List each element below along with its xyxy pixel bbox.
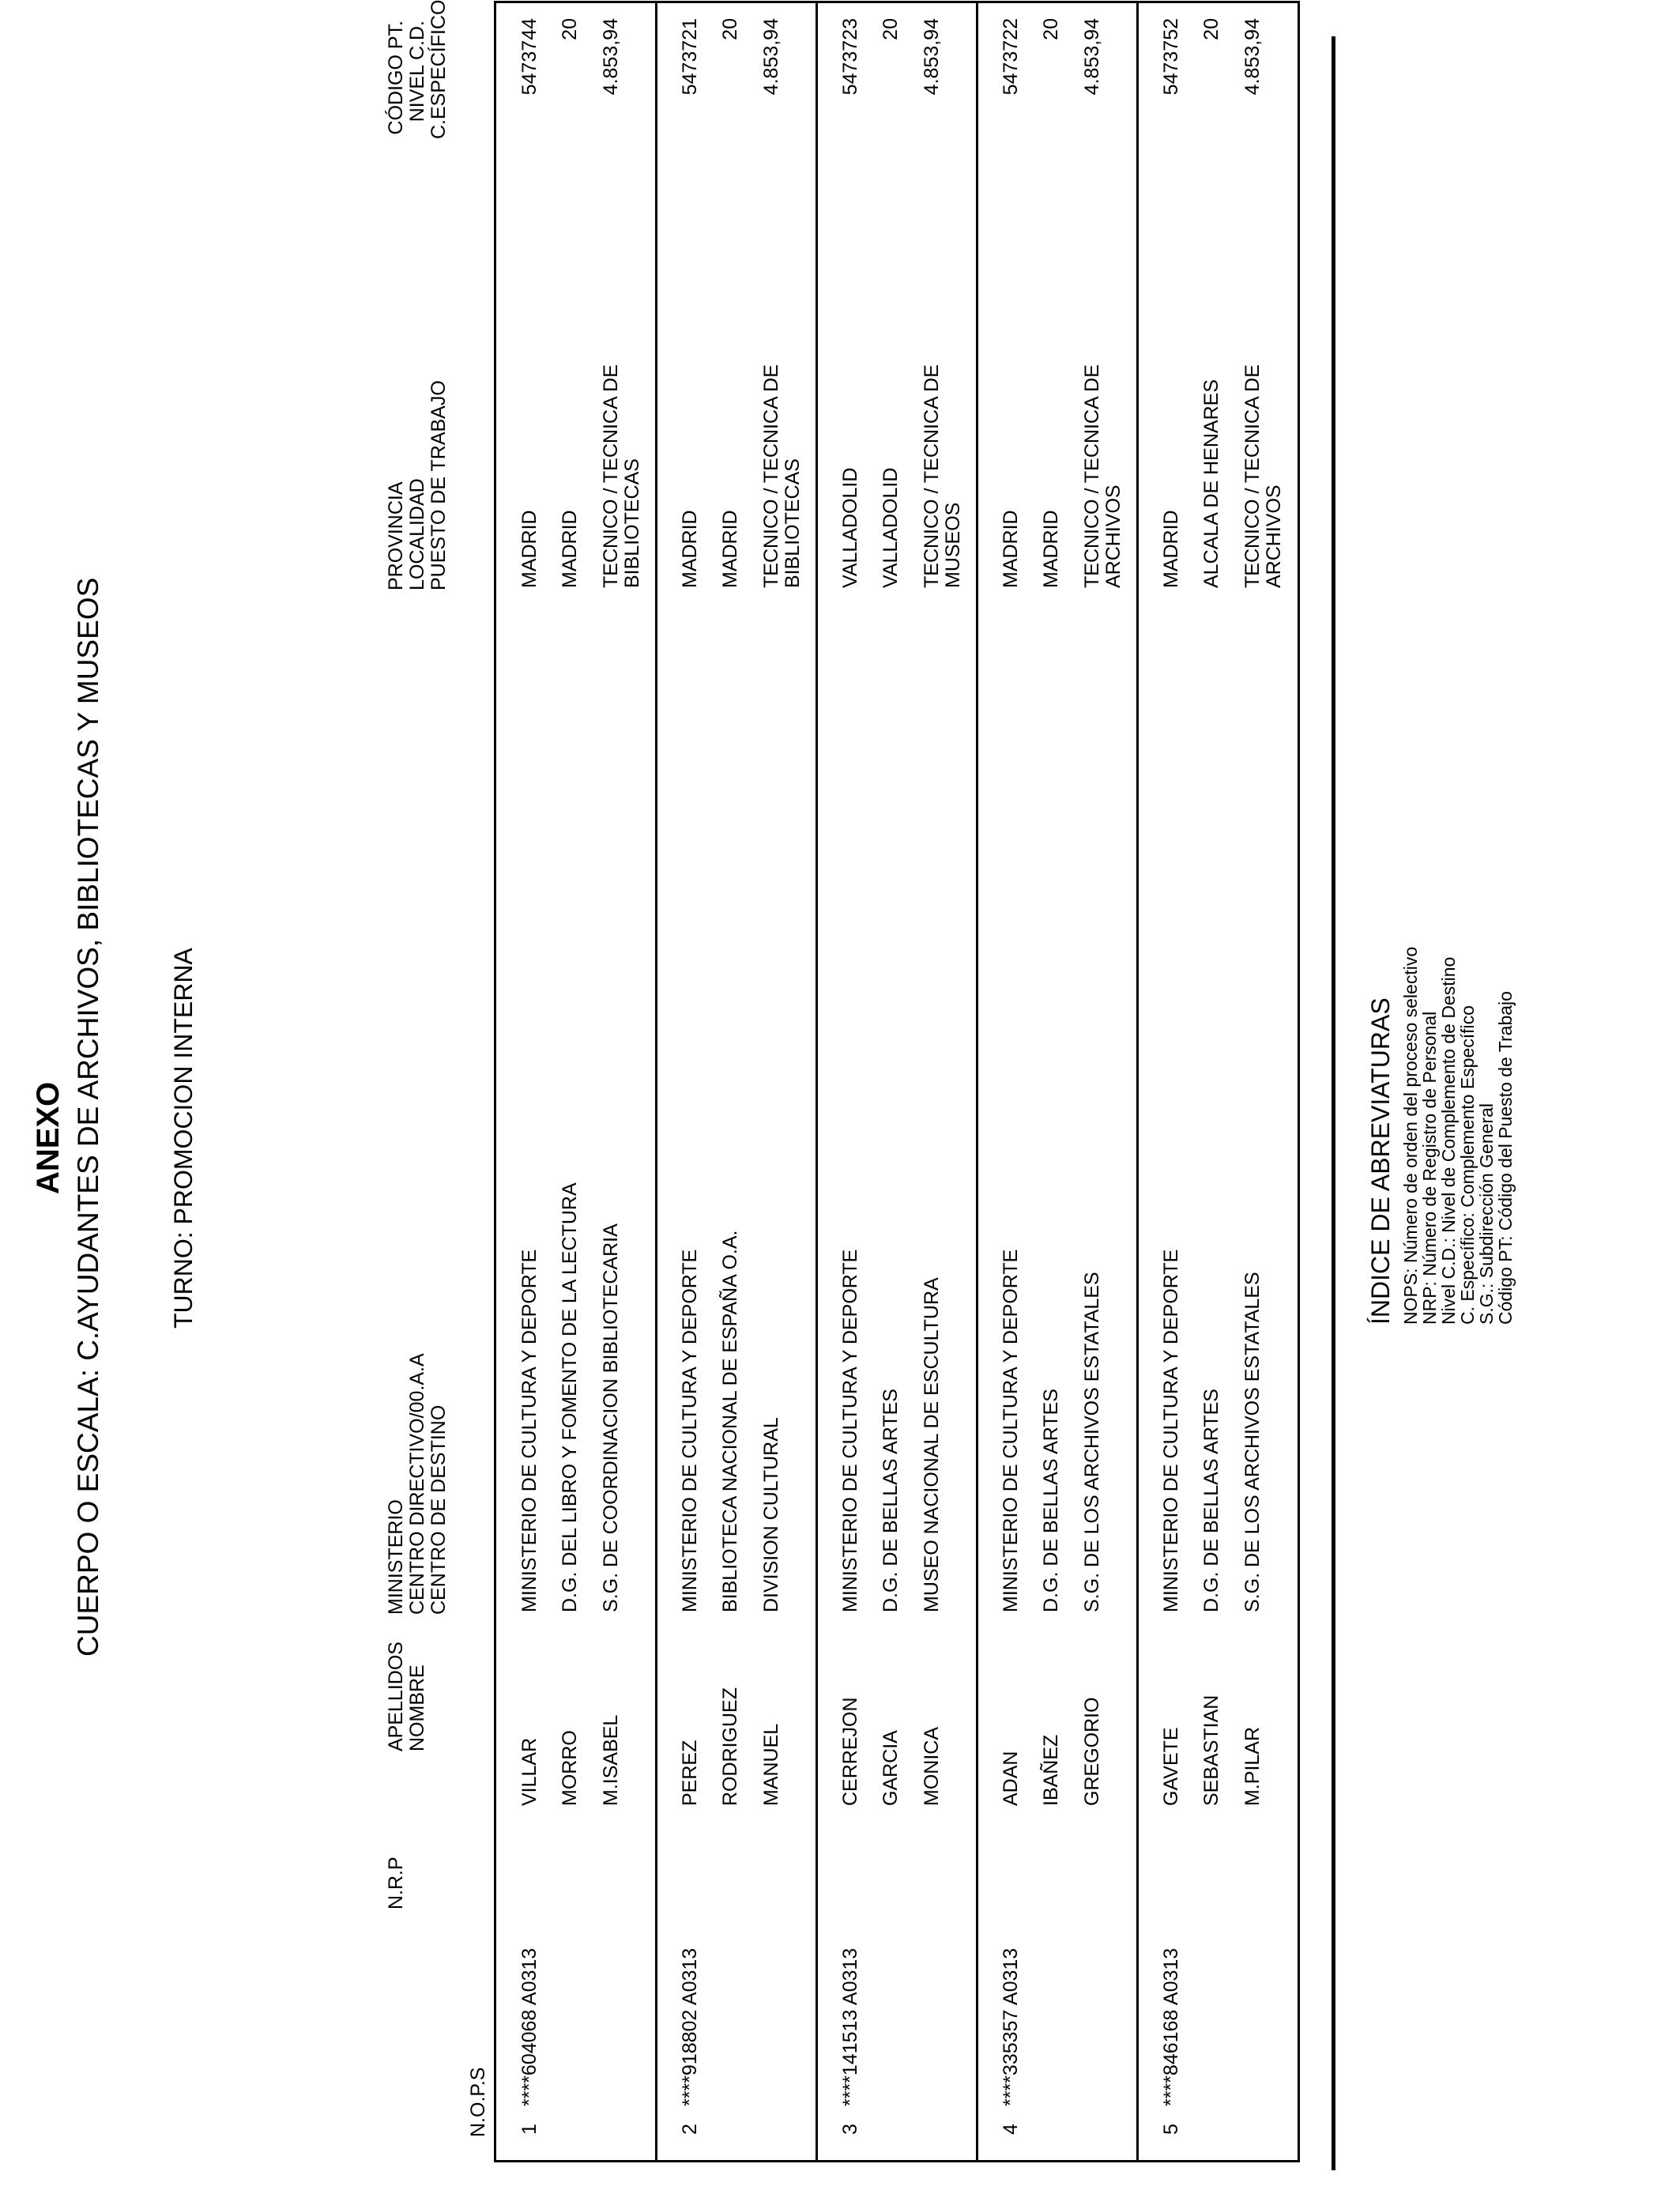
apellido2-value: GARCIA [880, 1730, 902, 1806]
nivel-value: 20 [559, 18, 581, 40]
nivel-value: 20 [880, 18, 902, 40]
codigo-value: 5473744 [518, 18, 541, 96]
header-codigo: CÓDIGO PT. NIVEL C.D. C.ESPECÍFICO [385, 0, 450, 139]
localidad-value: MADRID [559, 510, 581, 588]
record-row [817, 3, 976, 2160]
nombre-value: GREGORIO [1081, 1697, 1103, 1806]
turno-label: TURNO: PROMOCION INTERNA [169, 948, 198, 1329]
centro-destino-value: S.G. DE LOS ARCHIVOS ESTATALES [1081, 1272, 1103, 1612]
codigo-value: 5473752 [1160, 18, 1182, 96]
centro-directivo-value: BIBLIOTECA NACIONAL DE ESPAÑA O.A. [719, 1230, 741, 1612]
localidad-value: ALCALA DE HENARES [1200, 379, 1222, 588]
especifico-value: 4.853,94 [600, 18, 622, 96]
centro-destino-value: S.G. DE LOS ARCHIVOS ESTATALES [1241, 1272, 1264, 1612]
document-subtitle: CUERPO O ESCALA: C.AYUDANTES DE ARCHIVOS, BIBLIOTECAS Y MUSEOS [72, 577, 104, 1657]
especifico-value: 4.853,94 [1081, 18, 1103, 96]
puesto-value: TECNICO / TECNICA DE ARCHIVOS [1081, 364, 1124, 588]
nombre-value: MANUEL [760, 1723, 782, 1806]
nivel-value: 20 [1200, 18, 1222, 40]
document-title: ANEXO [31, 1081, 66, 1194]
nops-value: 4 [1000, 2124, 1022, 2135]
centro-directivo-value: D.G. DE BELLAS ARTES [880, 1389, 902, 1612]
nivel-value: 20 [1040, 18, 1062, 40]
ministerio-value: MINISTERIO DE CULTURA Y DEPORTE [518, 1249, 541, 1612]
abbreviations-legend [1367, 947, 1515, 1325]
nrp-value: ****141513 A0313 [839, 1947, 861, 2106]
provincia-value: MADRID [1160, 510, 1182, 588]
apellido2-value: IBAÑEZ [1040, 1734, 1062, 1806]
records-table [494, 1, 1300, 2162]
nops-value: 5 [1160, 2124, 1182, 2135]
ministerio-value: MINISTERIO DE CULTURA Y DEPORTE [679, 1249, 701, 1612]
puesto-value: TECNICO / TECNICA DE BIBLIOTECAS [600, 364, 643, 588]
nrp-value: ****846168 A0313 [1160, 1947, 1182, 2106]
provincia-value: VALLADOLID [839, 467, 861, 588]
legend-item: Código PT: Código del Puesto de Trabajo [1495, 991, 1516, 1325]
puesto-value: TECNICO / TECNICA DE ARCHIVOS [1241, 364, 1285, 588]
apellido1-value: PEREZ [679, 1740, 701, 1806]
nops-value: 3 [839, 2124, 861, 2135]
centro-directivo-value: D.G. DEL LIBRO Y FOMENTO DE LA LECTURA [559, 1182, 581, 1612]
legend-item: NOPS: Número de orden del proceso selectivo [1399, 946, 1421, 1325]
record-row [1138, 3, 1297, 2160]
apellido1-value: VILLAR [518, 1737, 541, 1806]
centro-destino-value: DIVISION CULTURAL [760, 1417, 782, 1612]
centro-directivo-value: D.G. DE BELLAS ARTES [1200, 1389, 1222, 1612]
centro-destino-value: MUSEO NACIONAL DE ESCULTURA [921, 1277, 943, 1612]
codigo-value: 5473723 [839, 18, 861, 96]
record-row [496, 3, 655, 2160]
localidad-value: MADRID [719, 510, 741, 588]
codigo-value: 5473722 [1000, 18, 1022, 96]
nops-value: 2 [679, 2124, 701, 2135]
centro-destino-value: S.G. DE COORDINACION BIBLIOTECARIA [600, 1223, 622, 1612]
legend-item: NRP: Número de Registro de Personal [1418, 1011, 1440, 1325]
apellido2-value: SEBASTIAN [1200, 1695, 1222, 1806]
nombre-value: M.PILAR [1241, 1726, 1264, 1806]
nombre-value: MONICA [921, 1727, 943, 1806]
page-divider-rule [1332, 36, 1335, 2170]
apellido1-value: CERREJON [839, 1697, 861, 1806]
provincia-value: MADRID [679, 510, 701, 588]
header-ministerio: MINISTERIO CENTRO DIRECTIVO/00.A.A CENTRO DE DESTINO [385, 1353, 450, 1615]
record-row [657, 3, 816, 2160]
provincia-value: MADRID [518, 510, 541, 588]
apellido1-value: GAVETE [1160, 1727, 1182, 1806]
puesto-value: TECNICO / TECNICA DE BIBLIOTECAS [760, 364, 804, 588]
apellido1-value: ADAN [1000, 1751, 1022, 1806]
header-nrp: N.R.P [385, 1857, 407, 1909]
codigo-value: 5473721 [679, 18, 701, 96]
apellido2-value: MORRO [559, 1730, 581, 1806]
localidad-value: VALLADOLID [880, 467, 902, 588]
legend-title: ÍNDICE DE ABREVIATURAS [1366, 997, 1395, 1325]
especifico-value: 4.853,94 [921, 18, 943, 96]
header-provincia: PROVINCIA LOCALIDAD PUESTO DE TRABAJO [385, 380, 450, 590]
legend-item: C. Específico: Complemento Específico [1456, 1005, 1478, 1325]
header-apellidos: APELLIDOS NOMBRE [385, 1642, 428, 1751]
ministerio-value: MINISTERIO DE CULTURA Y DEPORTE [1000, 1249, 1022, 1612]
header-nops: N.O.P.S [467, 2067, 489, 2137]
ministerio-value: MINISTERIO DE CULTURA Y DEPORTE [1160, 1249, 1182, 1612]
apellido2-value: RODRIGUEZ [719, 1687, 741, 1806]
nombre-value: M.ISABEL [600, 1714, 622, 1806]
nrp-value: ****335357 A0313 [1000, 1947, 1022, 2106]
ministerio-value: MINISTERIO DE CULTURA Y DEPORTE [839, 1249, 861, 1612]
especifico-value: 4.853,94 [1241, 18, 1264, 96]
puesto-value: TECNICO / TECNICA DE MUSEOS [921, 364, 964, 588]
centro-directivo-value: D.G. DE BELLAS ARTES [1040, 1389, 1062, 1612]
localidad-value: MADRID [1040, 510, 1062, 588]
nrp-value: ****918802 A0313 [679, 1947, 701, 2106]
legend-item: Nivel C.D.: Nivel de Complemento de Destino [1437, 956, 1459, 1325]
nivel-value: 20 [719, 18, 741, 40]
legend-item: S.G.: Subdirección General [1476, 1103, 1497, 1325]
especifico-value: 4.853,94 [760, 18, 782, 96]
provincia-value: MADRID [1000, 510, 1022, 588]
nrp-value: ****604068 A0313 [518, 1947, 541, 2106]
record-row [977, 3, 1136, 2160]
nops-value: 1 [518, 2124, 541, 2135]
